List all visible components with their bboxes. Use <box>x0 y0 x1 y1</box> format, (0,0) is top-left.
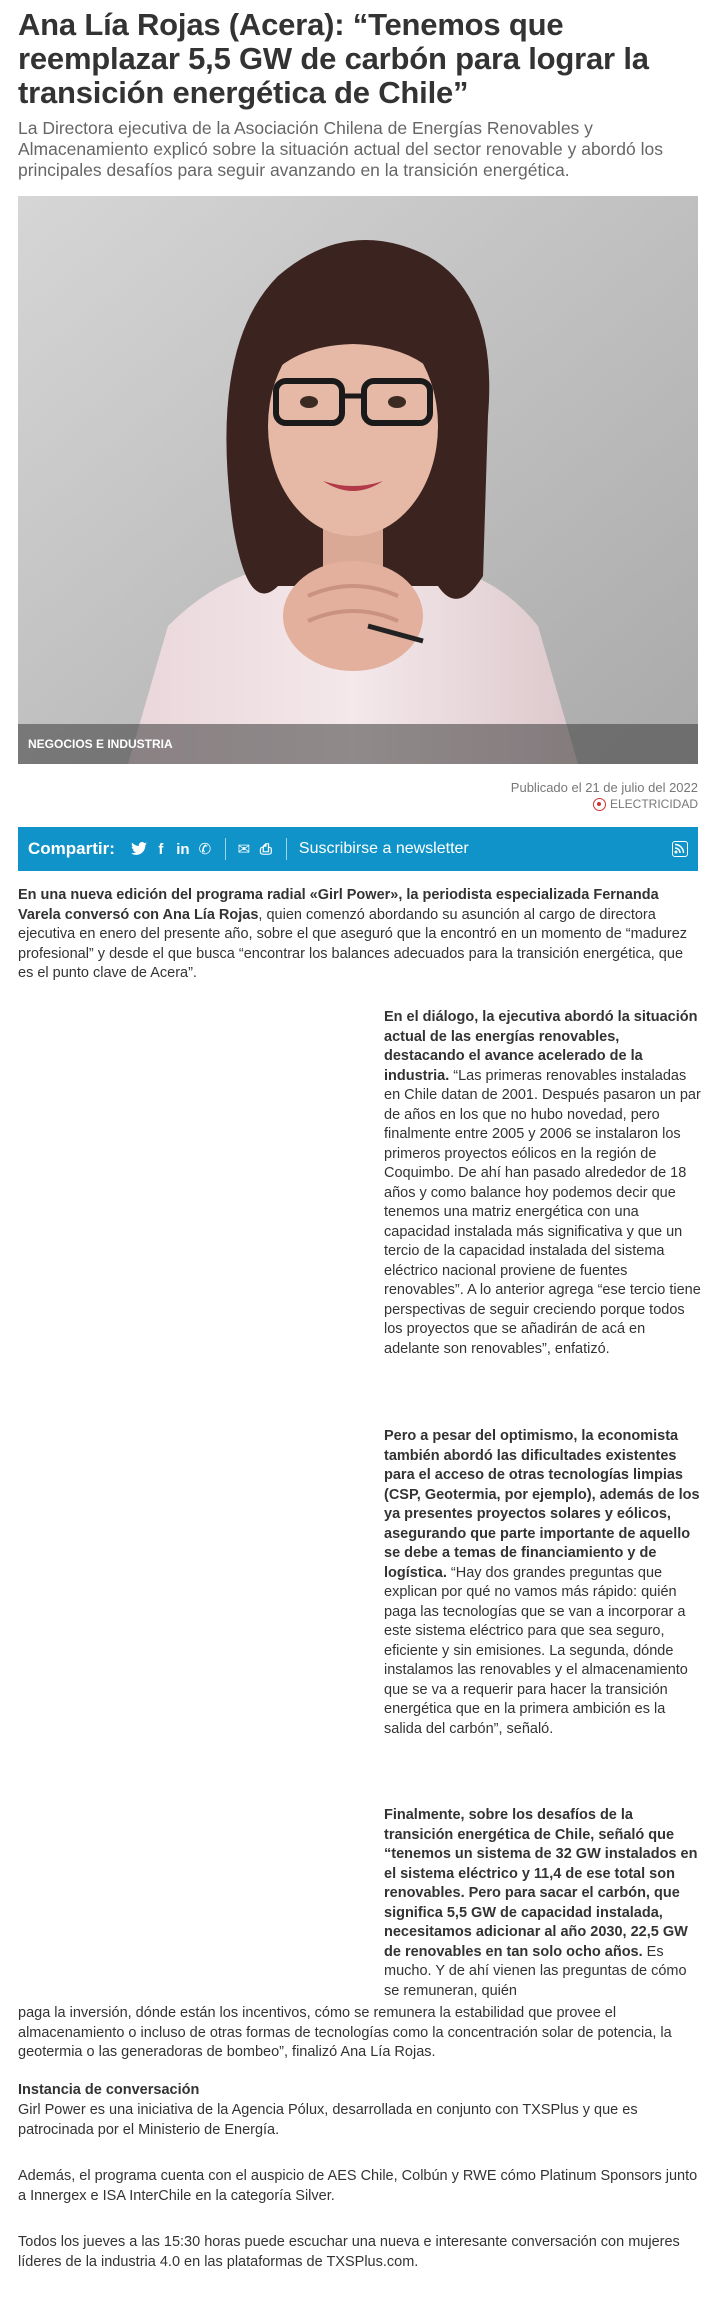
article-subtitle: La Directora ejecutiva de la Asociación Chilena de Energías Renovables y Almacenamiento explicó sobre la situación actual del sector renovable y abordó los principales desafíos para seguir avanzando en la transición energética. <box>18 118 663 180</box>
newsletter-link[interactable]: Suscribirse a newsletter <box>298 840 469 857</box>
email-icon[interactable]: ✉ <box>237 841 251 858</box>
linkedin-icon[interactable]: in <box>176 840 190 858</box>
print-icon[interactable]: ⎙ <box>259 840 272 858</box>
publish-date: Publicado el 21 de julio del 2022 <box>510 780 698 795</box>
article-title: Ana Lía Rojas (Acera): “Tenemos que reemplazar 5,5 GW de carbón para lograr la transición energética de Chile” <box>18 7 649 110</box>
section-heading: Instancia de conversación <box>18 2082 200 2098</box>
hero-image <box>18 196 698 764</box>
category-tag[interactable] <box>593 797 698 811</box>
portrait-photo <box>18 196 698 764</box>
paragraph-auspicio: Además, el programa cuenta con el auspicio de AES Chile, Colbún y RWE cómo Platinum Sponsors junto a Innergex e ISA InterChile en la categoría Silver. <box>18 2168 698 2204</box>
image-caption: NEGOCIOS E INDUSTRIA <box>18 724 698 764</box>
intro-paragraph: En una nueva edición del programa radial «Girl Power», la periodista especializada Fernanda Varela conversó con Ana Lía Rojas, quien comenzó abordando su asunción al cargo de directora ejecutiva en enero del presente año, sobre el que aseguró que la encontró en un momento de “madurez profesional” y desde el que busca “encontrar los balances adecuados para la transición energética, que es el punto clave de Acera”. <box>18 887 688 981</box>
category-icon <box>593 798 606 811</box>
paragraph-2: Pero a pesar del optimismo, la economista también abordó las dificultades existentes para el acceso de otras tecnologías limpias (CSP, Geotermia, por ejemplo), además de los ya presentes proyectos solares y eólicos, asegurando que parte importante de aquello se debe a temas de financiamiento y de logística. “Hay dos grandes preguntas que explican por qué no vamos más rápido: quién paga las tecnologías que se van a incorporar a este sistema eléctrico para que sea seguro, eficiente y sin emisiones. La segunda, dónde instalamos las renovables y el almacenamiento que se va a requerir para hacer la transición energética que en la primera ambición es la salida del carbón”, señaló. <box>384 1428 700 1737</box>
divider <box>286 838 287 860</box>
paragraph-3-continued: paga la inversión, dónde están los incentivos, cómo se remunera la estabilidad que provee el almacenamiento o incluso de otras formas de tecnologías como la concentración solar de potencia, la geotermia o las generadoras de bombeo”, finalizó Ana Lía Rojas. <box>18 2005 672 2060</box>
facebook-icon[interactable]: f <box>158 840 164 858</box>
divider <box>225 838 226 860</box>
twitter-icon[interactable] <box>129 839 149 859</box>
paragraph-jueves: Todos los jueves a las 15:30 horas puede escuchar una nueva e interesante conversación con mujeres líderes de la industria 4.0 en las plataformas de TXSPlus.com. <box>18 2234 680 2270</box>
share-label: Compartir: <box>28 839 115 858</box>
category-label[interactable]: ELECTRICIDAD <box>609 797 698 811</box>
rss-icon[interactable] <box>672 841 688 857</box>
share-bar <box>18 827 698 871</box>
paragraph-instancia: Girl Power es una iniciativa de la Agencia Pólux, desarrollada en conjunto con TXSPlus y que es patrocinada por el Ministerio de Energía. <box>18 2102 638 2138</box>
paragraph-1: En el diálogo, la ejecutiva abordó la situación actual de las energías renovables, destacando el avance acelerado de la industria. “Las primeras renovables instaladas en Chile datan de 2001. Después pasaron un par de años en los que no hubo novedad, pero finalmente entre 2005 y 2006 se instalaron los primeros proyectos eólicos en la región de Coquimbo. De ahí han pasado alrededor de 18 años y como balance hoy podemos decir que tenemos una matriz energética con una capacidad instalada más significativa y que un tercio de la capacidad instalada del sistema eléctrico nacional proviene de fuentes renovables”. A lo anterior agrega “ese tercio tiene perspectivas de seguir creciendo porque todos los proyectos que se añadirán de acá en adelante son renovables”, enfatizó. <box>384 1009 701 1357</box>
whatsapp-icon[interactable]: ✆ <box>198 841 212 858</box>
paragraph-3: Finalmente, sobre los desafíos de la transición energética de Chile, señaló que “tenemos un sistema de 32 GW instalados en el sistema eléctrico y 11,4 de ese total son renovables. Pero para sacar el carbón, que significa 5,5 GW de capacidad instalada, necesitamos adicionar al año 2030, 22,5 GW de renovables en tan solo ocho años. Es mucho. Y de ahí vienen las preguntas de cómo se remuneran, quién <box>384 1807 698 1999</box>
